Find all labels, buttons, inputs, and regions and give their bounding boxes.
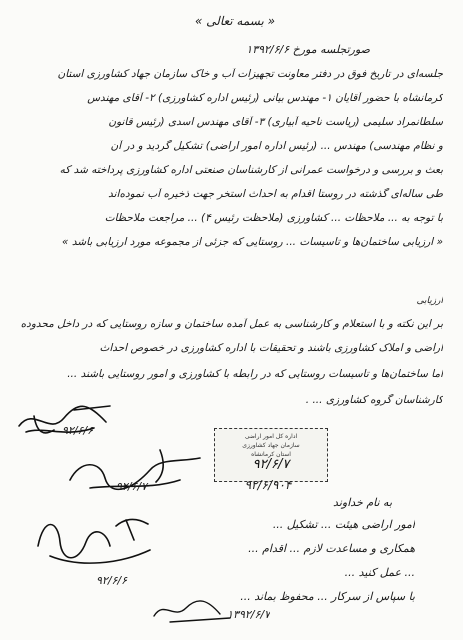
stamp-number: ۹۲/۶/۷ [252,457,290,472]
referral-line: امور اراضی هیئت ... تشکیل ... [272,518,415,531]
body-line: کارشناسان گروه کشاورزی ... . [305,394,443,406]
body-line: « ارزیابی ساختمان‌ها و تاسیسات ... روستایی که جزئی از مجموعه مورد ارزیابی باشد » [62,236,443,248]
referral-line: به نام خداوند [333,496,392,509]
stamp-line: استان کرمانشاه [251,451,291,458]
registration-stamp [214,428,328,482]
session-date-line: صورتجلسه مورخ ۱۳۹۲/۶/۶ [246,43,370,56]
referral-date: ۱۳۹۲/۶/۷ [227,608,270,621]
referral-line: همکاری و مساعدت لازم ... اقدام ... [248,542,415,555]
stamp-date: ۹۲/۶/۹۰۴ [244,478,292,492]
signature-2-date: ۹۲/۶/۷ [116,480,148,493]
referral-line: با سپاس از سرکار ... محفوظ بماند ... [240,590,415,603]
body-line: طی ساله‌ای گذشته در روستا اقدام به احداث استخر جهت ذخیره آب نموده‌اند [108,188,443,200]
body-line: اراضی و املاک کشاورزی باشند و تحقیقات با اداره کشاورزی در خصوص احداث [99,342,443,354]
body-line: و نظام مهندسی) مهندس ... (رئیس اداره امور اراضی) تشکیل گردید و در آن [110,140,443,152]
stamp-line: اداره کل امور اراضی [244,433,298,440]
body-line: اما ساختمان‌ها و تاسیسات روستایی که در رابطه با کشاورزی و امور روستایی باشند ... [67,368,443,380]
body-line: بر این نکته و با استعلام و کارشناسی به عمل آمده ساختمان و سازه روستایی که در داخل محدوده [20,318,443,330]
referral-signature [150,596,240,626]
signature-1 [14,396,124,446]
signature-3 [30,506,160,576]
body-line: با توجه به ... ملاحظات ... کشاورزی (ملاحظت رئیس ۴) ... مراجعت ملاحظات [104,212,443,224]
body-line: کرمانشاه با حضور آقایان ۱- مهندس بیانی (رئیس اداره کشاورزی) ۲- آقای مهندس [87,92,443,104]
body-line: بعث و بررسی و درخواست عمرانی از کارشناسان صنعتی اداره کشاورزی پرداخته شد که [59,164,443,176]
stamp-line: سازمان جهاد کشاورزی [242,442,300,449]
referral-line: ... عمل کنید ... [344,566,415,579]
signature-3-date: ۹۲/۶/۶ [96,574,128,587]
body-line: سلطانمراد سلیمی (ریاست ناحیه آبیاری) ۳- آقای مهندس اسدی (رئیس قانون [108,116,443,128]
body-line-annotation: ارزیابی [416,296,443,306]
document-title: « بسمه تعالی » [194,14,276,28]
signature-1-date: ۹۲/۶/۶ [62,424,94,437]
body-line: جلسه‌ای در تاریخ فوق در دفتر معاونت تجهیزات آب و خاک سازمان جهاد کشاورزی استان [57,68,443,80]
